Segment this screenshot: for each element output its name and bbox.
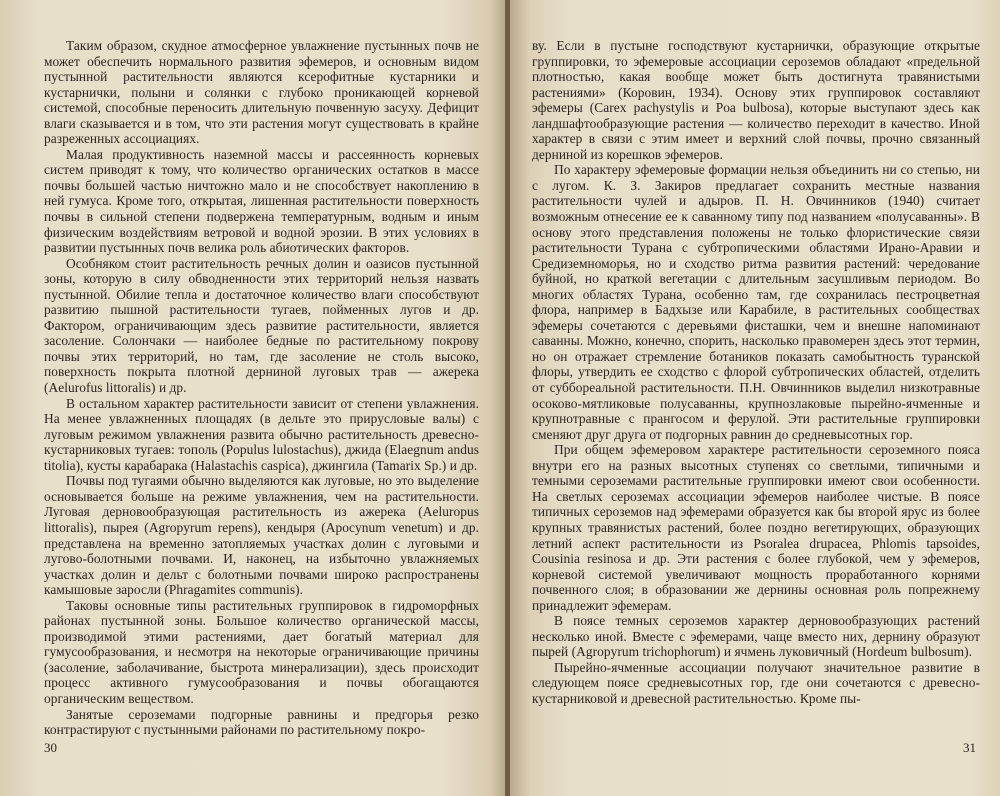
right-paragraph-2: По характеру эфемеровые формации нельзя объединить ни со степью, ни с лугом. К. З. Закиров предлагает сохранить местные названия растительности чулей и адыров. П. Н. Овчинников (1940) считает возможным отнесение ее к саванному типу под названием «полусаванны». В основу этого представления положены не только флористические связи растительности Турана с субтропическими областями Ирано-Аравии и Средиземноморья, но и сходство ритма развития растений: чередование буйной, но краткой вегетации с длительным засушливым периодом. Во многих областях Турана, особенно там, где сохранилась пестроцветная флора, например в Бадхызе или Карабиле, в растительных сообществах эфемеры сочетаются с деревьями фисташки, чем и внешне напоминают саванны. Можно, конечно, спорить, насколько правомерен здесь этот термин, но он отражает стремление ботаников показать самобытность туранской флоры, утвердить ее сходство с флорой субтропических областей, отделить от суббореальной растительности. П.Н. Овчинников выделил низкотравные осоково-мятликовые полусаванны, крупнозлаковые пырейно-ячменные и крупнотравные с прангосом и ферулой. Эти растительные группировки сменяют друг друга от подгорных равнин до средневысотных гор. — [532, 162, 980, 442]
right-page-number: 31 — [963, 740, 976, 755]
left-page-number: 30 — [44, 740, 57, 755]
right-paragraph-1: ву. Если в пустыне господствуют кустарнички, образующие открытые группировки, то эфемеровые ассоциации сероземов обладают «предельной плотностью, какая вообще может быть достигнута травянистыми растениями» (Коровин, 1934). Основу этих группировок составляют эфемеры (Carex pachystylis и Poa bulbosa), которые выступают здесь как ландшафтообразующие растения — количество переходит в качество. Иной характер в связи с этим имеет и верхний слой почвы, прочно связанный дерниной из корешков эфемеров. — [532, 38, 980, 162]
right-paragraph-3: При общем эфемеровом характере растительности сероземного пояса внутри его на разных высотных ступенях со светлыми, типичными и темными сероземами растительные группировки имеют свои особенности. На светлых сероземах ассоциации эфемеров наиболее чистые. В поясе типичных сероземов над эфемерами образуется как бы второй ярус из более крупных травянистых растений, более поздно вегетирующих, образующих летний аспект растительности из Psoralea drupacea, Phlomis tapsoides, Cousinia resinosa и др. Эти растения с более глубокой, чем у эфемеров, корневой системой увеличивают мощность проработанного корнями почвенного слоя; в образовании же дернины основная роль попрежнему принадлежит эфемерам. — [532, 442, 980, 613]
left-paragraph-5: Почвы под тугаями обычно выделяются как луговые, но это выделение основывается больше на режиме увлажнения, чем на растительности. Луговая дерновообразующая растительность из ажерека (Aeluropus littoralis), пырея (Agropyrum repens), кендыря (Apocynum venetum) и др. представлена на временно затопляемых участках долин с луговыми и лугово-болотными почвами. И, наконец, на избыточно увлажняемых участках долин и дельт с болотными почвами широко распространены камышовые заросли (Phragamites communis). — [44, 473, 479, 598]
right-page — [510, 0, 1000, 796]
left-paragraph-3: Особняком стоит растительность речных долин и оазисов пустынной зоны, которую в силу обводненности этих территорий нельзя назвать пустынной. Обилие тепла и достаточное количество влаги способствуют развитию пышной растительности тугаев, пойменных лугов и др. Фактором, ограничивающим здесь развитие растительности, является засоление. Солончаки — наиболее бедные по растительному покрову почвы этих территорий, но там, где засоление не столь высоко, поверхность покрыта плотной дерниной луговых трав — ажерека (Aelurofus littoralis) и др. — [44, 255, 479, 396]
left-paragraph-6: Таковы основные типы растительных группировок в гидроморфных районах пустынной зоны. Большое количество органической массы, производимой этими растениями, дает богатый материал для гумусообразования, и несмотря на некоторые ограничивающие причины (засоление, заболачивание, быстрота минерализации), здесь происходит процесс активного гумусообразования и почвы обогащаются органическим веществом. — [44, 597, 479, 706]
left-paragraph-1: Таким образом, скудное атмосферное увлажнение пустынных почв не может обеспечить нормального развития эфемеров, и основным видом пустынной растительности являются ксерофитные кустарники и кустарнички, полыни и солянки с глубоко проникающей корневой системой, способные переносить длительную почвенную засуху. Дефицит влаги сказывается и в том, что эти растения могут существовать в крайне разреженных ассоциациях. — [44, 38, 479, 147]
right-paragraph-5: Пырейно-ячменные ассоциации получают значительное развитие в следующем поясе средневысотных гор, где они сочетаются с древесно-кустарниковой и древесной растительностью. Кроме пы- — [532, 659, 980, 706]
left-paragraph-7: Занятые сероземами подгорные равнины и предгорья резко контрастируют с пустынными районами по растительному покро- — [44, 706, 479, 738]
left-paragraph-4: В остальном характер растительности зависит от степени увлажнения. На менее увлажненных площадях (в дельте это прирусловые валы) с луговым режимом увлажнения развита обычно растительность древесно-кустарниковых тугаев: тополь (Populus lulostachus), джида (Elaegnum andus titolia), кусты карабарака (Halastachis caspica), джингила (Tamarix Sp.) и др. — [44, 395, 479, 473]
right-paragraph-4: В поясе темных сероземов характер дерновообразующих растений несколько иной. Вместе с эфемерами, чаще вместо них, дернину образуют пырей (Agropyrum trichophorum) и ячмень луковичный (Hordeum bulbosum). — [532, 613, 980, 660]
left-paragraph-2: Малая продуктивность наземной массы и рассеянность корневых систем приводят к тому, что количество органических остатков в массе почвы большей частью ничтожно мало и не способствует накоплению в ней гумуса. Кроме того, открытая, лишенная растительности поверхность почвы в сильной степени подвержена температурным, водным и иным физическим воздействиям ветровой и водной эрозии. В этих условиях в развитии пустынных почв велика роль абиотических факторов. — [44, 146, 479, 256]
